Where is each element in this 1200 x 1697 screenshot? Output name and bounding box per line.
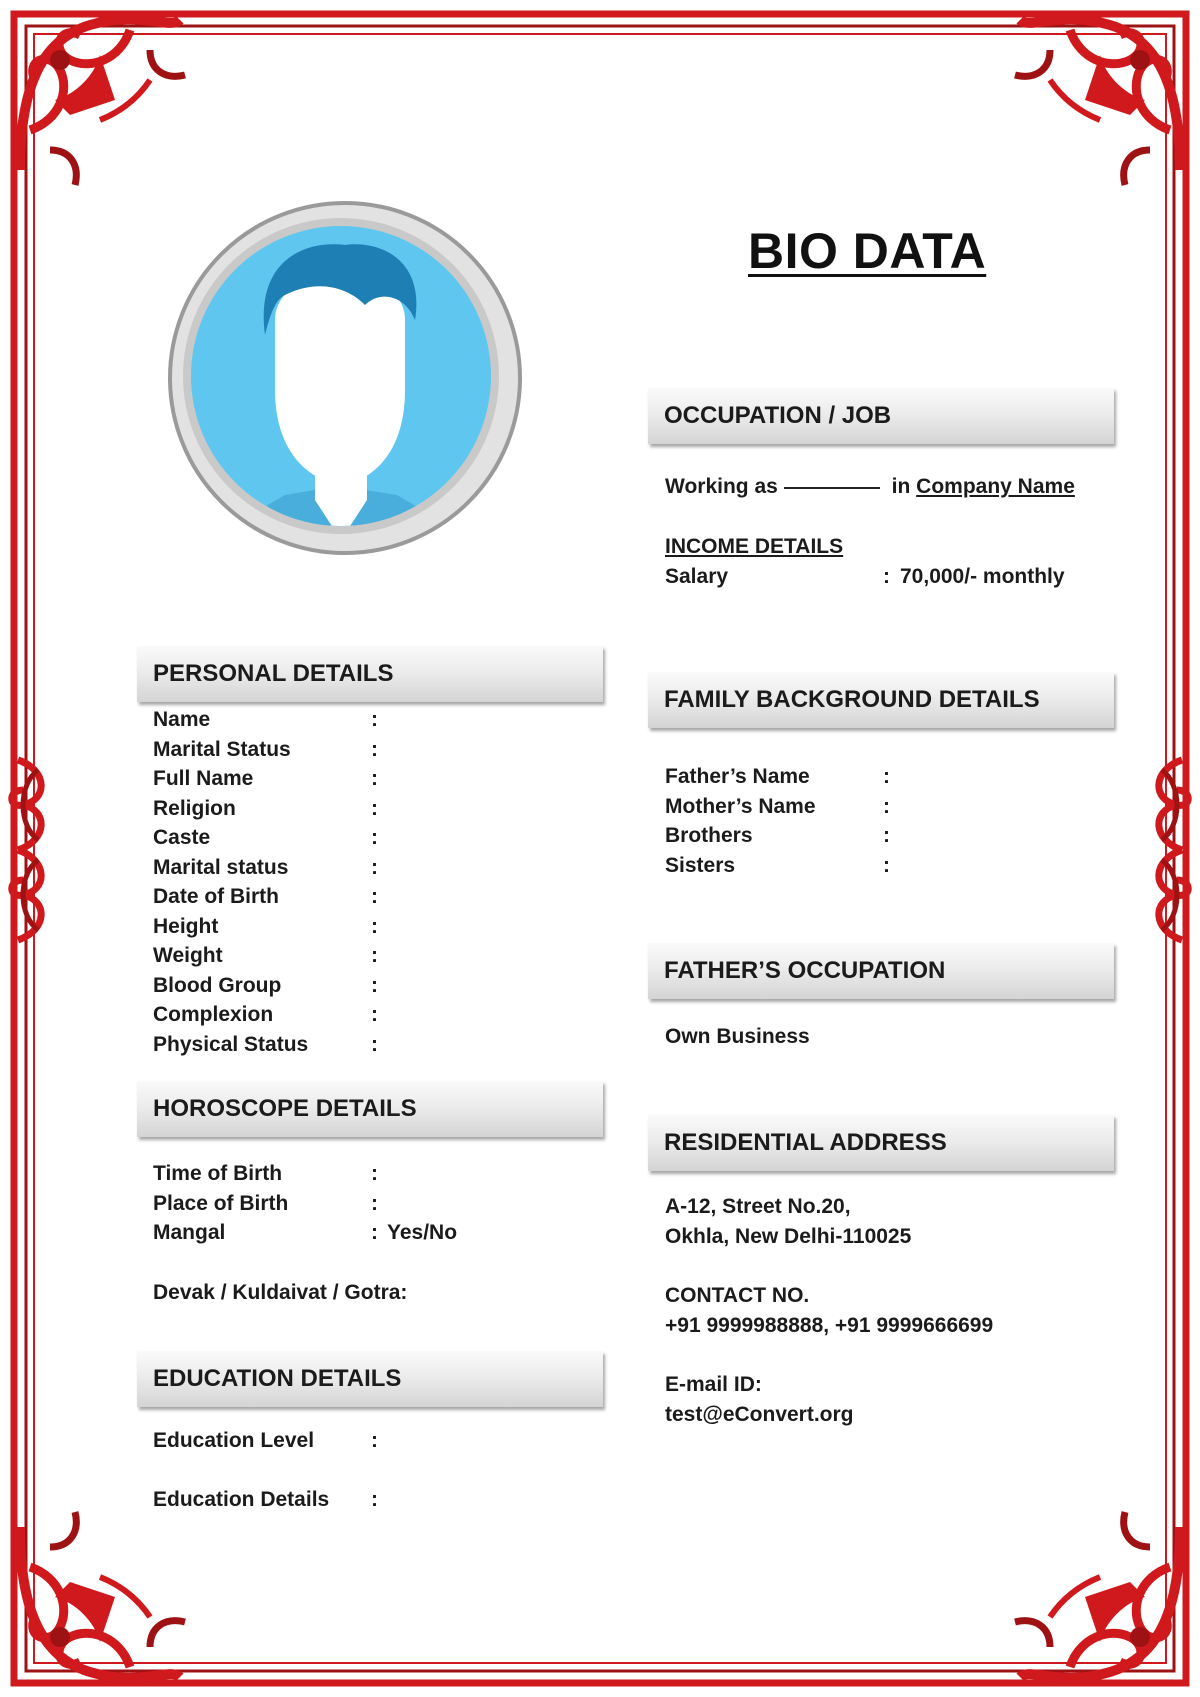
horoscope-row [153,1162,573,1192]
in-label: in [891,475,911,498]
job-blank [784,487,880,489]
personal-colon: : [371,885,378,908]
personal-label: Marital status [153,855,289,879]
family-colon: : [883,794,890,818]
personal-label: Complexion [153,1003,274,1026]
family-colon: : [883,765,890,788]
education-header: EDUCATION DETAILS [137,1351,603,1407]
personal-colon: : [371,914,378,938]
personal-list [153,708,573,1062]
personal-colon: : [371,855,378,879]
education-level-label: Education Level [153,1429,315,1452]
education-level-colon: : [371,1429,378,1452]
male-avatar-icon [165,200,525,560]
personal-row [153,885,573,915]
contact-label: CONTACT NO. [665,1284,810,1307]
personal-label: Name [153,708,211,731]
horoscope-row [153,1221,573,1251]
occupation-header: OCCUPATION / JOB [648,388,1114,444]
horoscope-colon: : [371,1221,378,1244]
personal-row [153,797,573,827]
personal-header: PERSONAL DETAILS [137,646,603,702]
horoscope-colon: : [371,1162,378,1185]
income-title: INCOME DETAILS [665,535,844,558]
family-row [665,765,1085,795]
personal-row [153,826,573,856]
personal-label: Religion [153,796,236,820]
salary-colon: : [883,565,890,588]
personal-colon: : [371,826,378,849]
page-title: BIO DATA [748,223,987,279]
horoscope-list [153,1162,573,1251]
family-colon: : [883,824,890,847]
personal-row [153,915,573,945]
personal-row [153,767,573,797]
personal-label: Physical Status [153,1032,309,1056]
family-row [665,854,1085,884]
family-row [665,824,1085,854]
salary-label: Salary [665,565,729,588]
address-line2: Okhla, New Delhi-110025 [665,1225,912,1248]
horoscope-colon: : [371,1191,378,1215]
contact-value: +91 9999988888, +91 9999666699 [665,1314,994,1337]
personal-row [153,944,573,974]
address-line1: A-12, Street No.20, [665,1195,851,1218]
horoscope-label: Mangal [153,1221,226,1244]
father-occupation-header: FATHER’S OCCUPATION [648,943,1114,999]
email-value: test@eConvert.org [665,1403,854,1426]
personal-row [153,738,573,768]
salary-value: 70,000/- monthly [900,565,1065,588]
family-label: Sisters [665,853,736,877]
horoscope-label: Time of Birth [153,1162,283,1185]
working-as-label: Working as [665,475,778,498]
family-list [665,765,1085,883]
personal-label: Weight [153,944,223,967]
personal-label: Caste [153,826,211,849]
personal-colon: : [371,708,378,731]
family-header: FAMILY BACKGROUND DETAILS [648,672,1114,728]
horoscope-label: Place of Birth [153,1191,289,1215]
occupation-line [665,475,1075,499]
family-row [665,795,1085,825]
horoscope-value: Yes/No [387,1221,458,1244]
personal-row [153,1003,573,1033]
personal-label: Height [153,914,219,938]
personal-colon: : [371,796,378,820]
personal-label: Date of Birth [153,885,279,908]
horoscope-header: HOROSCOPE DETAILS [137,1081,603,1137]
personal-colon: : [371,1032,378,1056]
personal-colon: : [371,737,378,761]
personal-label: Blood Group [153,973,282,997]
family-label: Father’s Name [665,765,810,788]
gotra-label: Devak / Kuldaivat / Gotra: [153,1281,408,1304]
personal-label: Marital Status [153,737,291,761]
address-header: RESIDENTIAL ADDRESS [648,1115,1114,1171]
personal-colon: : [371,973,378,997]
horoscope-row [153,1192,573,1222]
personal-row [153,708,573,738]
personal-colon: : [371,767,378,790]
personal-colon: : [371,944,378,967]
company-name: Company Name [916,475,1075,498]
personal-row [153,1033,573,1063]
father-occupation-value: Own Business [665,1025,810,1048]
family-label: Mother’s Name [665,794,816,818]
personal-colon: : [371,1003,378,1026]
personal-label: Full Name [153,767,254,790]
personal-row [153,974,573,1004]
family-label: Brothers [665,824,753,847]
education-details-label: Education Details [153,1488,330,1511]
family-colon: : [883,853,890,877]
personal-row [153,856,573,886]
email-label: E-mail ID: [665,1373,762,1396]
education-details-colon: : [371,1488,378,1511]
